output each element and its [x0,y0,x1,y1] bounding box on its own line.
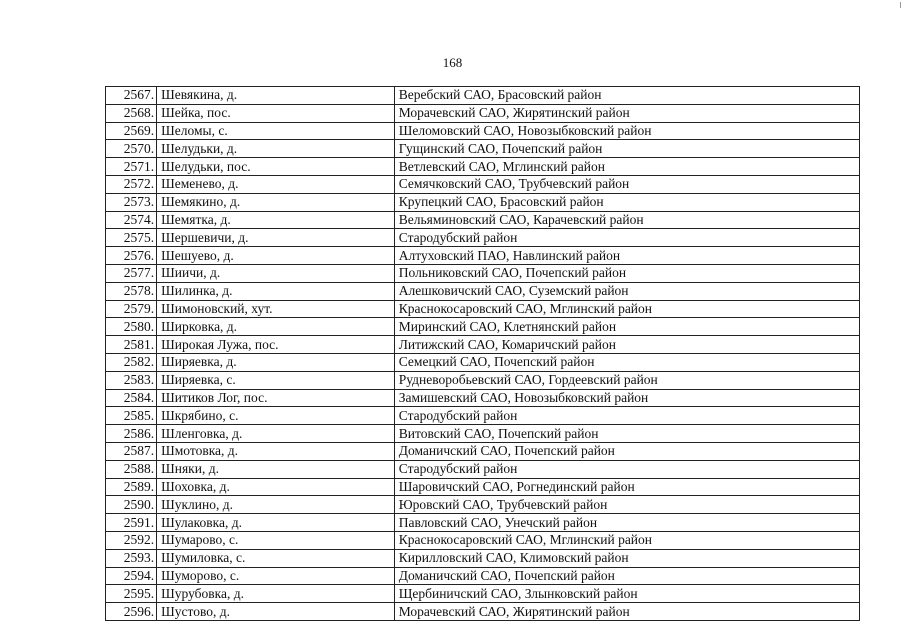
row-number: 2576. [106,247,157,265]
district-name: Рудневоробьевский САО, Гордеевский район [394,371,859,389]
settlement-name: Шурубовка, д. [157,585,395,603]
settlement-name: Шитиков Лог, пос. [157,389,395,407]
settlement-name: Шешуево, д. [157,247,395,265]
district-name: Литижский САО, Комаричский район [394,336,859,354]
table-row [106,336,860,354]
row-number: 2568. [106,104,157,122]
settlement-name: Шемятка, д. [157,211,395,229]
settlement-name: Шимоновский, хут. [157,300,395,318]
table-row [106,603,860,621]
district-name: Юровский САО, Трубчевский район [394,496,859,514]
settlement-name: Шеменево, д. [157,175,395,193]
table-row [106,407,860,425]
table-row [106,104,860,122]
district-name: Кирилловский САО, Климовский район [394,549,859,567]
district-name: Семецкий САО, Почепский район [394,353,859,371]
district-name: Стародубский район [394,407,859,425]
row-number: 2582. [106,353,157,371]
settlement-name: Шуклино, д. [157,496,395,514]
table-row [106,585,860,603]
settlement-name: Шиичи, д. [157,264,395,282]
row-number: 2589. [106,478,157,496]
district-name: Ветлевский САО, Мглинский район [394,158,859,176]
row-number: 2579. [106,300,157,318]
row-number: 2583. [106,371,157,389]
table-row [106,193,860,211]
district-name: Краснокосаровский САО, Мглинский район [394,531,859,549]
row-number: 2595. [106,585,157,603]
table-row [106,264,860,282]
settlement-name: Шняки, д. [157,460,395,478]
page-number: 168 [442,55,463,70]
row-number: 2573. [106,193,157,211]
table-row [106,87,860,105]
row-number: 2569. [106,122,157,140]
district-name: Витовский САО, Почепский район [394,425,859,443]
settlement-name: Шкрябино, с. [157,407,395,425]
row-number: 2596. [106,603,157,621]
row-number: 2571. [106,158,157,176]
district-name: Доманичский САО, Почепский район [394,567,859,585]
row-number: 2578. [106,282,157,300]
row-number: 2593. [106,549,157,567]
table-row [106,478,860,496]
row-number: 2572. [106,175,157,193]
settlement-name: Шоховка, д. [157,478,395,496]
row-number: 2594. [106,567,157,585]
table-row [106,140,860,158]
row-number: 2591. [106,514,157,532]
row-number: 2575. [106,229,157,247]
settlement-name: Широкая Лужа, пос. [157,336,395,354]
district-name: Алтуховский ПАО, Навлинский район [394,247,859,265]
table-row [106,514,860,532]
row-number: 2588. [106,460,157,478]
table-row [106,371,860,389]
table-row [106,175,860,193]
row-number: 2567. [106,87,157,105]
district-name: Щербиничский САО, Злынковский район [394,585,859,603]
district-name: Морачевский САО, Жирятинский район [394,603,859,621]
row-number: 2570. [106,140,157,158]
table-row [106,122,860,140]
district-name: Стародубский район [394,460,859,478]
settlement-name: Шленговка, д. [157,425,395,443]
district-name: Доманичский САО, Почепский район [394,442,859,460]
settlement-name: Шелудьки, д. [157,140,395,158]
settlement-name: Шумарово, с. [157,531,395,549]
table-row [106,567,860,585]
row-number: 2577. [106,264,157,282]
district-name: Шеломовский САО, Новозыбковский район [394,122,859,140]
district-name: Гущинский САО, Почепский район [394,140,859,158]
district-name: Замишевский САО, Новозыбковский район [394,389,859,407]
district-name: Морачевский САО, Жирятинский район [394,104,859,122]
settlement-name: Ширковка, д. [157,318,395,336]
row-number: 2581. [106,336,157,354]
row-number: 2587. [106,442,157,460]
settlement-name: Шмотовка, д. [157,442,395,460]
settlement-name: Шеломы, с. [157,122,395,140]
settlement-name: Ширяевка, с. [157,371,395,389]
row-number: 2592. [106,531,157,549]
table-row [106,425,860,443]
settlements-table [105,86,860,621]
table-row [106,229,860,247]
district-name: Крупецкий САО, Брасовский район [394,193,859,211]
settlement-name: Шустово, д. [157,603,395,621]
table-row [106,531,860,549]
district-name: Миринский САО, Клетнянский район [394,318,859,336]
settlement-name: Шумиловка, с. [157,549,395,567]
row-number: 2585. [106,407,157,425]
table-row [106,549,860,567]
table-row [106,247,860,265]
district-name: Польниковский САО, Почепский район [394,264,859,282]
district-name: Павловский САО, Унечский район [394,514,859,532]
district-name: Веребский САО, Брасовский район [394,87,859,105]
scan-mark [900,2,901,8]
table-body [106,87,860,621]
row-number: 2590. [106,496,157,514]
settlement-name: Ширяевка, д. [157,353,395,371]
table-row [106,353,860,371]
settlement-name: Шелудьки, пос. [157,158,395,176]
table-row [106,460,860,478]
table-row [106,442,860,460]
table-row [106,300,860,318]
row-number: 2574. [106,211,157,229]
settlement-name: Шемякино, д. [157,193,395,211]
settlement-name: Шершевичи, д. [157,229,395,247]
table-row [106,282,860,300]
table-row [106,318,860,336]
settlement-name: Шуморово, с. [157,567,395,585]
district-name: Семячковский САО, Трубчевский район [394,175,859,193]
table-row [106,158,860,176]
district-name: Алешковичский САО, Суземский район [394,282,859,300]
settlement-name: Шилинка, д. [157,282,395,300]
district-name: Краснокосаровский САО, Мглинский район [394,300,859,318]
district-name: Стародубский район [394,229,859,247]
row-number: 2584. [106,389,157,407]
table-row [106,496,860,514]
district-name: Шаровичский САО, Рогнединский район [394,478,859,496]
settlement-name: Шевякина, д. [157,87,395,105]
district-name: Вельяминовский САО, Карачевский район [394,211,859,229]
settlement-name: Шулаковка, д. [157,514,395,532]
settlement-name: Шейка, пос. [157,104,395,122]
table-row [106,389,860,407]
table-row [106,211,860,229]
row-number: 2586. [106,425,157,443]
row-number: 2580. [106,318,157,336]
